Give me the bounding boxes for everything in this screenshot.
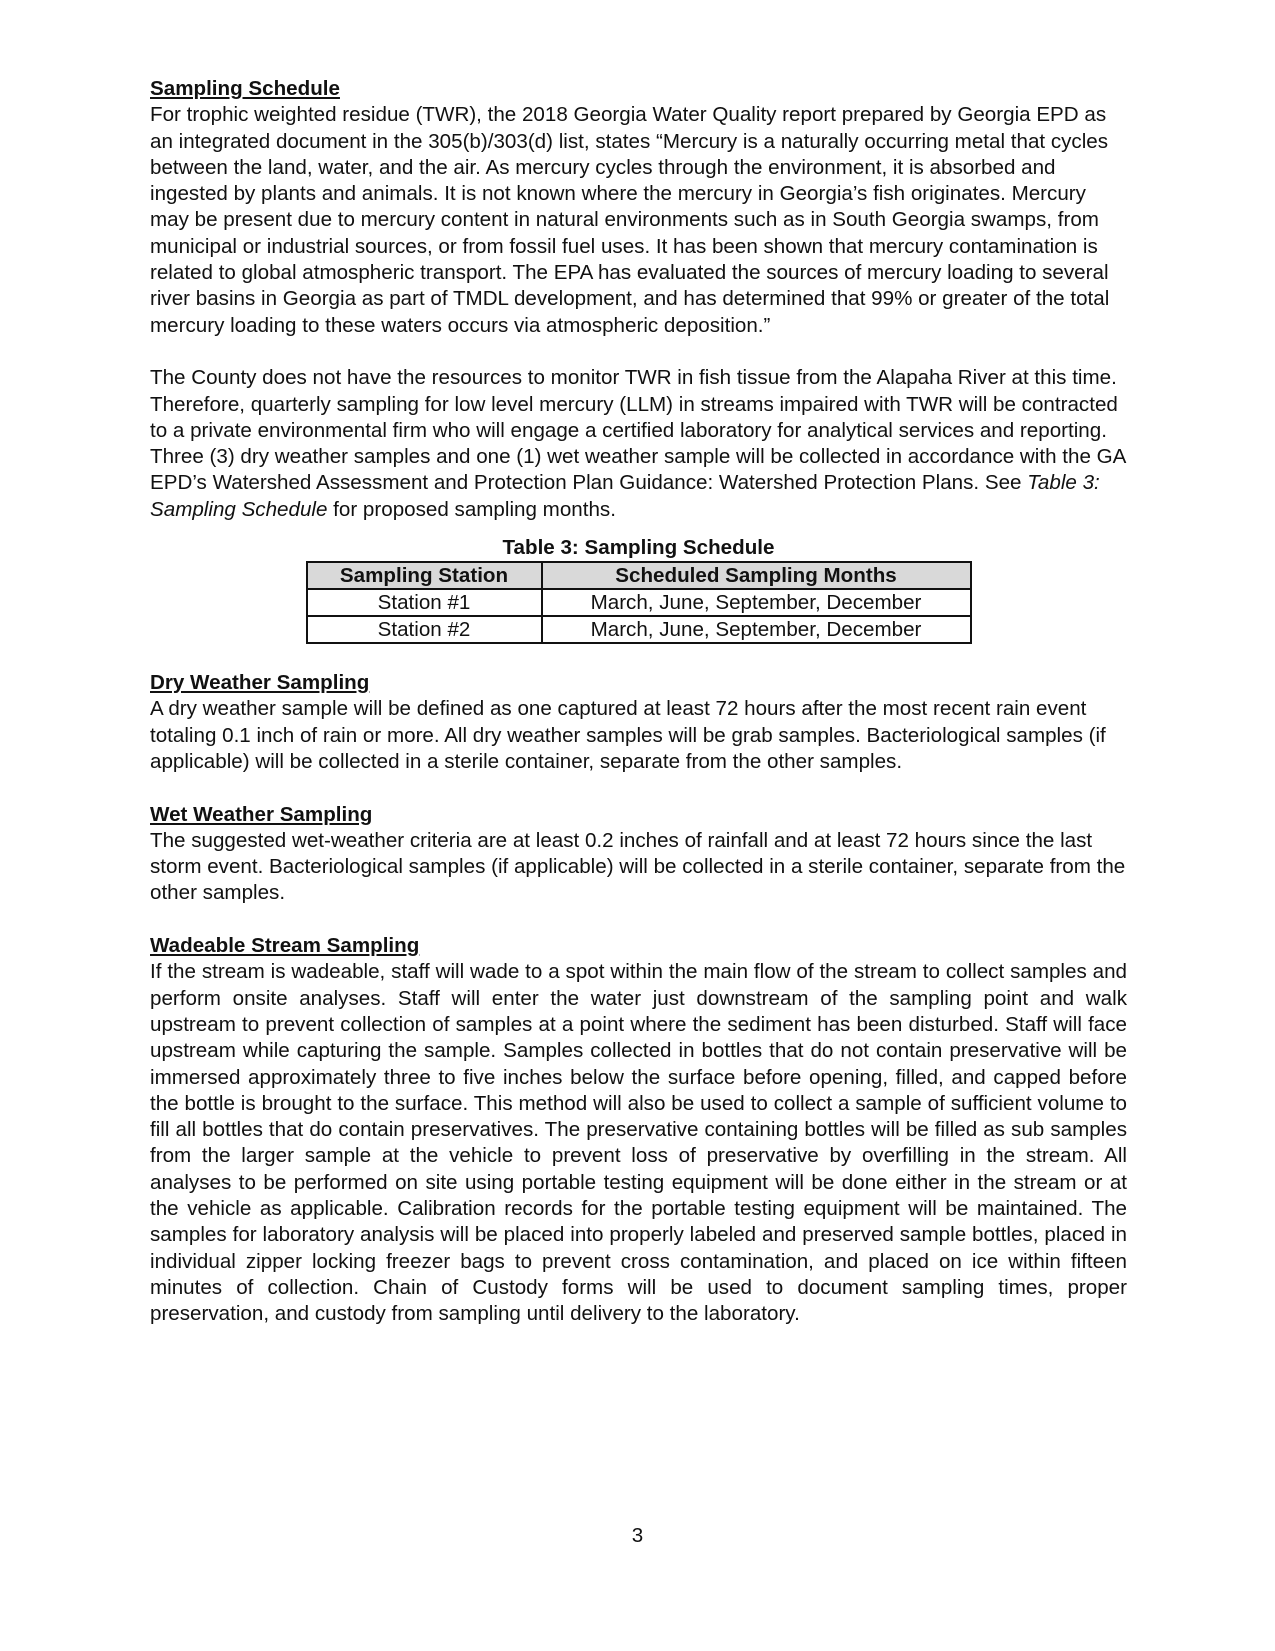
sampling-schedule-table-container xyxy=(306,534,972,644)
sampling-schedule-paragraph-1: For trophic weighted residue (TWR), the 2018 Georgia Water Quality report prepared by Georgia EPD as an integrated document in the 305(b)/303(d) list, states “Mercury is a naturally occurring metal that cycles between the land, water, and the air. As mercury cycles through the environment, it is absorbed and ingested by plants and animals. It is not known where the mercury in Georgia’s fish originates. Mercury may be present due to mercury content in natural environments such as in South Georgia swamps, from municipal or industrial sources, or from fossil fuel uses. It has been shown that mercury contamination is related to global atmospheric transport. The EPA has evaluated the sources of mercury loading to several river basins in Georgia as part of TMDL development, and has determined that 99% or greater of the total mercury loading to these waters occurs via atmospheric deposition.” xyxy=(150,103,1110,337)
table-row xyxy=(307,616,971,643)
dry-weather-paragraph: A dry weather sample will be defined as one captured at least 72 hours after the most recent rain event totaling 0.1 inch of rain or more. All dry weather samples will be grab samples. Bacteriological samples (if applicable) will be collected in a sterile container, separate from the other samples. xyxy=(150,697,1106,773)
months-cell: March, June, September, December xyxy=(542,589,971,616)
document-page xyxy=(150,76,1127,1327)
wet-weather-paragraph: The suggested wet-weather criteria are at least 0.2 inches of rainfall and at least 72 hours since the last storm event. Bacteriological samples (if applicable) will be collected in a sterile container, separate from the other samples. xyxy=(150,828,1126,905)
table-caption: Table 3: Sampling Schedule xyxy=(502,536,775,560)
paragraph-2-text-before: The County does not have the resources to monitor TWR in fish tissue from the Alapaha River at this time. Therefore, quarterly sampling for low level mercury (LLM) in streams impaired with TWR will be contracted to a private environmental firm who will engage a certified laboratory for analytical services and reporting. Three (3) dry weather samples and one (1) wet weather sample will be collected in accordance with the GA EPD’s Watershed Assessment and Protection Plan Guidance: Watershed Protection Plans. See xyxy=(150,366,1126,495)
months-cell: March, June, September, December xyxy=(542,616,971,643)
page-number: 3 xyxy=(631,1524,644,1547)
table-reference: Table 3: Sampling Schedule xyxy=(150,471,1100,521)
sampling-schedule-heading: Sampling Schedule xyxy=(150,77,340,100)
dry-weather-heading: Dry Weather Sampling xyxy=(150,671,370,695)
station-cell: Station #2 xyxy=(307,616,542,643)
table-row xyxy=(307,589,971,616)
table-header-row xyxy=(307,562,971,589)
header-sampling-station: Sampling Station xyxy=(307,562,542,589)
station-cell: Station #1 xyxy=(307,589,542,616)
sampling-schedule-table xyxy=(306,561,972,644)
wadeable-stream-paragraph: If the stream is wadeable, staff will wade to a spot within the main flow of the stream to collect samples and perform onsite analyses. Staff will enter the water just downstream of the sampling point and walk upstream to prevent collection of samples at a point where the sediment has been disturbed. Staff will face upstream while capturing the sample. Samples collected in bottles that do not contain preservative will be immersed approximately three to five inches below the surface before opening, filled, and capped before the bottle is brought to the surface. This method will also be used to collect a sample of sufficient volume to fill all bottles that do contain preservatives. The preservative containing bottles will be filled as sub samples from the larger sample at the vehicle to prevent loss of preservative by overfilling in the stream. All analyses to be performed on site using portable testing equipment will be done either in the stream or at the vehicle as applicable. Calibration records for the portable testing equipment will be maintained. The samples for laboratory analysis will be placed into properly labeled and preserved sample bottles, placed in individual zipper locking freezer bags to prevent cross contamination, and placed on ice within fifteen minutes of collection. Chain of Custody forms will be used to document sampling times, proper preservation, and custody from sampling until delivery to the laboratory. xyxy=(150,960,1127,1326)
header-scheduled-months: Scheduled Sampling Months xyxy=(542,562,971,589)
paragraph-2-text-after: for proposed sampling months. xyxy=(327,497,616,521)
wet-weather-heading: Wet Weather Sampling xyxy=(150,802,373,826)
sampling-schedule-paragraph-2 xyxy=(150,365,1127,523)
wadeable-stream-heading: Wadeable Stream Sampling xyxy=(150,934,420,958)
